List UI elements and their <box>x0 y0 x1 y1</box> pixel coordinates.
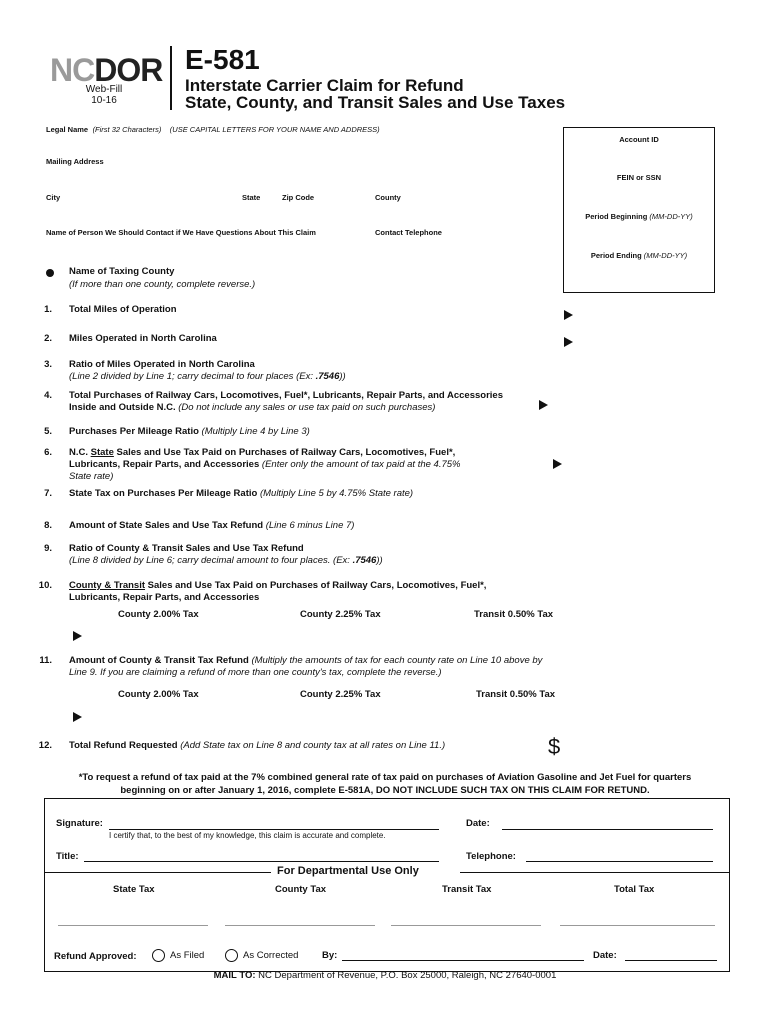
taxing-county-note: (If more than one county, complete reverse.) <box>69 279 256 290</box>
line8-note: (Line 6 minus Line 7) <box>265 520 355 531</box>
bullet-icon <box>46 269 54 277</box>
line11-col-transit050: Transit 0.50% Tax <box>476 689 556 700</box>
dept-state-tax: State Tax <box>113 884 155 895</box>
mail-to-label: MAIL TO: <box>213 970 256 981</box>
contact-phone-field[interactable]: Contact Telephone <box>375 228 442 237</box>
line3-note-c: )) <box>339 371 346 382</box>
line6-label-a-row <box>69 447 455 460</box>
refund-approved-label: Refund Approved: <box>54 951 137 962</box>
line4-number: 4. <box>44 390 52 401</box>
account-id-field[interactable]: Account ID <box>619 135 659 144</box>
line6-label-b-row <box>69 459 460 472</box>
dept-county-tax: County Tax <box>275 884 327 895</box>
line4-arrow-icon[interactable] <box>539 400 548 410</box>
line11-note-a: (Multiply the amounts of tax for each county rate on Line 10 above by <box>251 655 543 666</box>
telephone-label: Telephone: <box>466 851 516 862</box>
line9-note-a: (Line 8 divided by Line 6; carry decimal amount to four places. (Ex: <box>69 555 353 566</box>
state-field[interactable]: State <box>242 193 261 202</box>
form-number: E-581 <box>185 44 260 75</box>
line2-arrow-icon[interactable] <box>564 337 573 347</box>
caps-note: (USE CAPITAL LETTERS FOR YOUR NAME AND ADDRESS) <box>169 125 380 134</box>
line1-number: 1. <box>44 304 52 315</box>
period-ending-field[interactable] <box>564 251 714 260</box>
line4-label-a: Total Purchases of Railway Cars, Locomotives, Fuel*, Lubricants, Repair Parts, and Accessories <box>69 390 503 401</box>
line7-row <box>69 488 413 501</box>
zip-field[interactable]: Zip Code <box>282 193 315 202</box>
line10-label-a: Sales and Use Tax Paid on Purchases of Railway Cars, Locomotives, Fuel*, <box>147 580 487 591</box>
county-field[interactable]: County <box>375 193 401 202</box>
line11-label: Amount of County & Transit Tax Refund <box>69 655 249 666</box>
line6-number: 6. <box>44 447 52 458</box>
line5-number: 5. <box>44 426 52 437</box>
header-divider <box>170 46 172 110</box>
as-corrected-radio[interactable] <box>225 949 238 962</box>
by-line[interactable] <box>342 960 584 961</box>
logo-dor: DOR <box>94 52 163 88</box>
line12-label: Total Refund Requested <box>69 740 178 751</box>
dept-use-rule-left <box>45 872 271 873</box>
city-field[interactable]: City <box>46 193 61 202</box>
period-beginning-field[interactable] <box>564 212 714 221</box>
as-corrected-label: As Corrected <box>243 950 299 961</box>
line9-number: 9. <box>44 543 52 554</box>
line7-label: State Tax on Purchases Per Mileage Ratio <box>69 488 258 499</box>
aviation-fuel-footnote <box>40 771 730 797</box>
line5-label: Purchases Per Mileage Ratio <box>69 426 199 437</box>
state-tax-entry[interactable] <box>58 917 208 926</box>
line11-col-county225: County 2.25% Tax <box>300 689 381 700</box>
line9-note-example: .7546 <box>352 555 377 566</box>
form-title-line1: Interstate Carrier Claim for Refund <box>185 76 464 95</box>
period-beginning-format: (MM-DD-YY) <box>649 212 693 221</box>
dept-transit-tax: Transit Tax <box>442 884 492 895</box>
legal-name-label: Legal Name <box>46 125 89 134</box>
line8-row <box>69 520 354 533</box>
signature-line[interactable] <box>109 829 439 830</box>
line10-col-county200: County 2.00% Tax <box>118 609 199 620</box>
mail-address: NC Department of Revenue, P.O. Box 25000, Raleigh, NC 27640-0001 <box>258 970 557 981</box>
legal-name-note: (First 32 Characters) <box>92 125 162 134</box>
line9-note-c: )) <box>376 555 383 566</box>
form-title-line2: State, County, and Transit Sales and Use Taxes <box>185 93 566 112</box>
line4-label-b-row <box>69 402 435 415</box>
period-ending-label: Period Ending <box>590 251 642 260</box>
line3-note-example: .7546 <box>315 371 340 382</box>
line4-label-b: Inside and Outside N.C. <box>69 402 176 413</box>
signature-label: Signature: <box>56 818 103 829</box>
line12-note: (Add State tax on Line 8 and county tax at all rates on Line 11.) <box>180 740 446 751</box>
webfill-text: Web-Fill <box>85 84 123 95</box>
line5-note: (Multiply Line 4 by Line 3) <box>201 426 310 437</box>
line11-note-b: Line 9. If you are claiming a refund of more than one county's tax, complete the reverse.) <box>69 667 442 678</box>
dept-total-tax: Total Tax <box>614 884 655 895</box>
line10-col-transit050: Transit 0.50% Tax <box>474 609 554 620</box>
by-label: By: <box>322 950 338 961</box>
certify-statement: I certify that, to the best of my knowledge, this claim is accurate and complete. <box>109 831 386 840</box>
line3-label: Ratio of Miles Operated in North Carolina <box>69 359 255 370</box>
line10-arrow-icon[interactable] <box>73 631 82 641</box>
line3-note-a: (Line 2 divided by Line 1; carry decimal to four places (Ex: <box>69 371 316 382</box>
legal-name-row[interactable] <box>46 119 380 137</box>
line6-state-word: State <box>90 447 114 458</box>
as-filed-label: As Filed <box>170 950 205 961</box>
date-line[interactable] <box>502 829 713 830</box>
line7-number: 7. <box>44 488 52 499</box>
signature-box <box>44 798 730 972</box>
approval-date-label: Date: <box>593 950 617 961</box>
line12-row <box>69 740 445 753</box>
line10-col-county225: County 2.25% Tax <box>300 609 381 620</box>
line8-number: 8. <box>44 520 52 531</box>
line6-label-a: Sales and Use Tax Paid on Purchases of Railway Cars, Locomotives, Fuel*, <box>116 447 456 458</box>
date-label: Date: <box>466 818 490 829</box>
line9-note <box>69 555 383 568</box>
fein-field[interactable]: FEIN or SSN <box>616 173 662 182</box>
dept-use-rule-right <box>460 872 729 873</box>
line10-label-a-row <box>69 580 486 593</box>
line10-number: 10. <box>38 580 52 591</box>
line6-note-b: State rate) <box>69 471 114 482</box>
line5-row <box>69 426 310 439</box>
dept-use-heading: For Departmental Use Only <box>277 865 419 877</box>
mail-to <box>0 970 770 981</box>
line3-number: 3. <box>44 359 52 370</box>
line2-label: Miles Operated in North Carolina <box>69 333 217 344</box>
webfill-label <box>84 84 124 106</box>
line3-note <box>69 371 346 384</box>
footnote-line1: *To request a refund of tax paid at the 7% combined general rate of tax paid on purchases of Aviation Gasoline and Jet Fuel for quarters <box>78 772 692 783</box>
line1-label: Total Miles of Operation <box>69 304 177 315</box>
logo-nc: NC <box>50 52 95 88</box>
line12-number: 12. <box>38 740 52 751</box>
period-beginning-label: Period Beginning <box>585 212 648 221</box>
line7-note: (Multiply Line 5 by 4.75% State rate) <box>259 488 414 499</box>
taxing-county-label: Name of Taxing County <box>69 266 175 277</box>
line11-row <box>69 655 542 668</box>
line11-col-county200: County 2.00% Tax <box>118 689 199 700</box>
line10-underlined-label: County & Transit <box>69 580 146 591</box>
footnote-line2: beginning on or after January 1, 2016, complete E-581A, DO NOT INCLUDE SUCH TAX ON THIS CLAIM FOR RETUND. <box>120 785 650 796</box>
line11-arrow-icon[interactable] <box>73 712 82 722</box>
line9-label: Ratio of County & Transit Sales and Use Tax Refund <box>69 543 304 554</box>
mailing-address-field[interactable]: Mailing Address <box>46 157 104 166</box>
line6-pre: N.C. <box>69 447 88 458</box>
line4-note: (Do not include any sales or use tax paid on such purchases) <box>178 402 436 413</box>
line6-arrow-icon[interactable] <box>553 459 562 469</box>
line2-number: 2. <box>44 333 52 344</box>
county-tax-entry[interactable] <box>225 917 375 926</box>
line10-label-b: Lubricants, Repair Parts, and Accessories <box>69 592 260 603</box>
line1-arrow-icon[interactable] <box>564 310 573 320</box>
contact-person-field[interactable]: Name of Person We Should Contact if We Have Questions About This Claim <box>46 228 316 237</box>
approval-date-line[interactable] <box>625 960 717 961</box>
id-period-box <box>563 127 715 293</box>
form-version: 10-16 <box>91 95 117 106</box>
title-line[interactable] <box>84 861 439 862</box>
as-filed-radio[interactable] <box>152 949 165 962</box>
telephone-line[interactable] <box>526 861 713 862</box>
line8-label: Amount of State Sales and Use Tax Refund <box>69 520 264 531</box>
line6-note-a: (Enter only the amount of tax paid at the 4.75% <box>261 459 461 470</box>
transit-tax-entry[interactable] <box>391 917 541 926</box>
line6-label-b: Lubricants, Repair Parts, and Accessories <box>69 459 260 470</box>
total-tax-entry[interactable] <box>560 917 715 926</box>
title-label: Title: <box>56 851 79 862</box>
dollar-sign-icon: $ <box>548 734 561 759</box>
line11-number: 11. <box>39 655 52 666</box>
period-ending-format: (MM-DD-YY) <box>643 251 688 260</box>
